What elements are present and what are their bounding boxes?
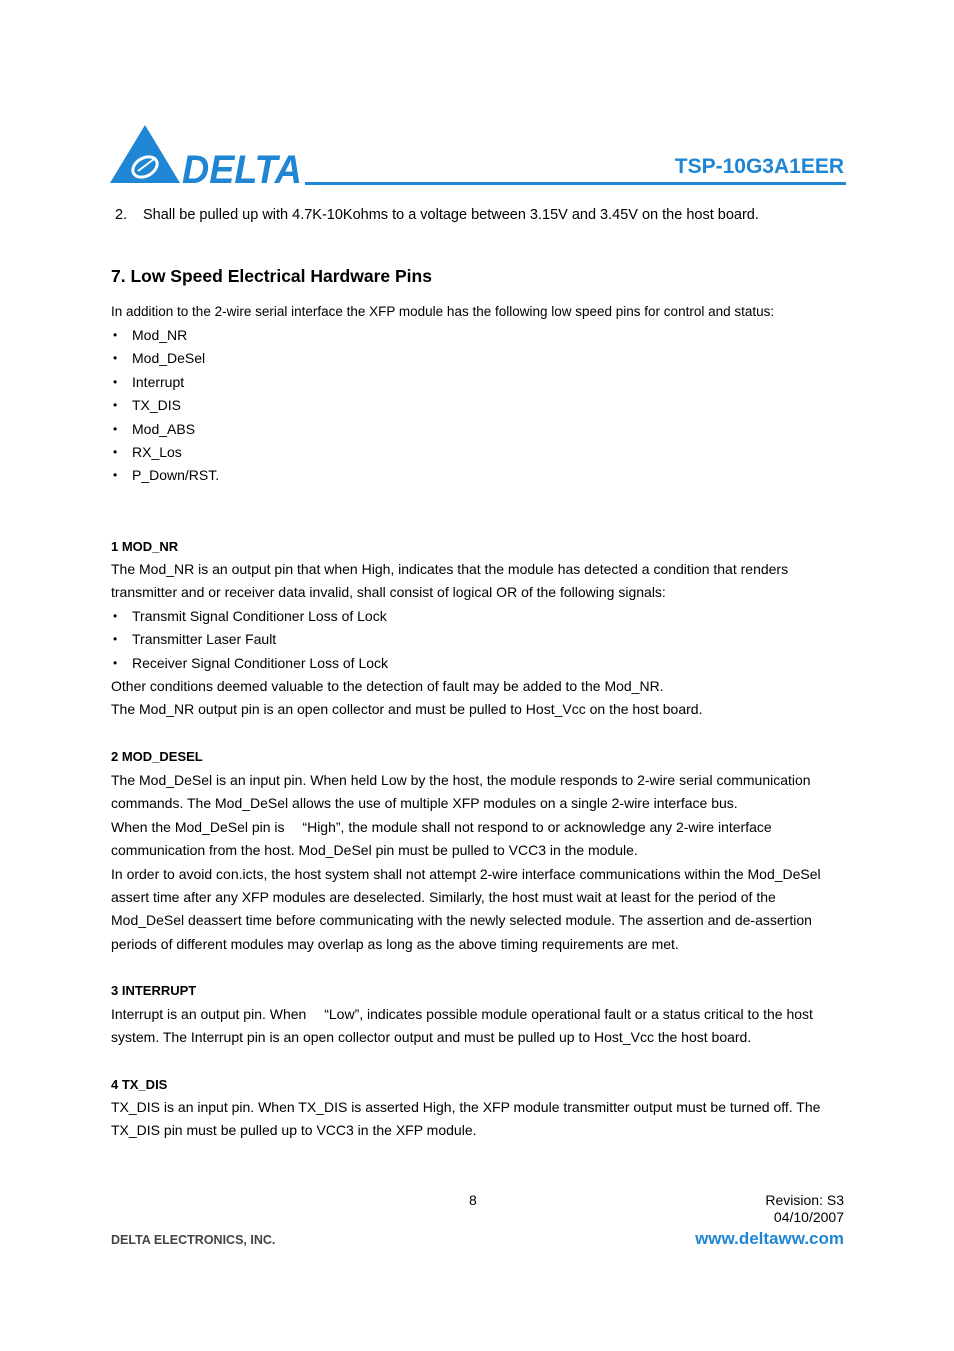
paragraph: Interrupt is an output pin. When “Low”, indicates possible module operational fault or a status critical to the host system. The Interrupt pin is an open collector output and must be pulled up to Host_Vcc the host board.	[111, 1006, 813, 1046]
section-intro: In addition to the 2-wire serial interface the XFP module has the following low speed pins for control and status:	[111, 304, 775, 319]
pin-list	[111, 324, 411, 488]
interrupt-body	[111, 1003, 841, 1050]
logo-wordmark: DELTA	[182, 148, 302, 185]
subsection-heading-tx-dis: 4 TX_DIS	[111, 1077, 168, 1092]
list-item: • TX_DIS	[113, 397, 182, 414]
paragraph: Other conditions deemed valuable to the detection of fault may be added to the Mod_NR.	[111, 678, 664, 695]
tx-dis-body	[111, 1096, 841, 1143]
list-item: • Interrupt	[113, 373, 185, 390]
paragraph: TX_DIS is an input pin. When TX_DIS is asserted High, the XFP module transmitter output must be turned off. The TX_DIS pin must be pulled up to VCC3 in the XFP module.	[111, 1099, 821, 1139]
paragraph: The Mod_NR is an output pin that when High, indicates that the module has detected a condition that renders transmitter and or receiver data invalid, shall consist of logical OR of the following signals:	[111, 561, 789, 601]
footnote-text: Shall be pulled up with 4.7K-10Kohms to a voltage between 3.15V and 3.45V on the host board.	[143, 207, 759, 223]
revision-date: 04/10/2007	[773, 1209, 844, 1225]
website-link[interactable]: www.deltaww.com	[695, 1229, 844, 1248]
subsection-heading-mod-nr: 1 MOD_NR	[111, 539, 179, 554]
company-name: DELTA ELECTRONICS, INC.	[111, 1233, 276, 1247]
paragraph: When the Mod_DeSel pin is “High”, the module shall not respond to or acknowledge any 2-wire interface communication from the host. Mod_DeSel pin must be pulled to VCC3 in the module.	[111, 818, 772, 859]
paragraph: The Mod_DeSel is an input pin. When held Low by the host, the module responds to 2-wire serial communication commands. The Mod_DeSel allows the use of multiple XFP modules on a single 2-wire interface bus.	[111, 772, 811, 812]
mod-nr-body	[111, 558, 841, 722]
paragraph: The Mod_NR output pin is an open collector and must be pulled to Host_Vcc on the host board.	[111, 701, 703, 718]
header-rule	[305, 182, 846, 185]
paragraph: In order to avoid con.icts, the host system shall not attempt 2-wire interface communications within the Mod_DeSel assert time after any XFP modules are deselected. Similarly, the host must wait at least for the period of the Mod_DeSel deassert time before communicating with the newly selected module. The assertion and de-assertion periods of different modules may overlap as long as the above timing requirements are met.	[111, 865, 821, 952]
signal-list	[111, 605, 841, 675]
mod-desel-body	[111, 769, 841, 956]
list-item: • Transmit Signal Conditioner Loss of Lock	[113, 607, 387, 624]
page-number: 8	[469, 1192, 477, 1208]
footnote-number: 2.	[115, 207, 128, 223]
delta-logo	[110, 123, 305, 185]
list-item: • Receiver Signal Conditioner Loss of Lock	[113, 654, 389, 671]
revision-label: Revision: S3	[765, 1192, 844, 1208]
list-item: • Mod_NR	[113, 327, 188, 343]
list-item: • Mod_ABS	[113, 420, 196, 437]
list-item: • Mod_DeSel	[113, 350, 206, 367]
subsection-heading-interrupt: 3 INTERRUPT	[111, 983, 197, 998]
document-id: TSP-10G3A1EER	[674, 155, 844, 178]
list-item: • P_Down/RST.	[113, 467, 220, 484]
list-item: • RX_Los	[113, 444, 182, 461]
revision-block	[765, 1192, 844, 1226]
list-item: • Transmitter Laser Fault	[113, 631, 277, 648]
logo-triangle-icon	[110, 125, 180, 183]
section-title: 7. Low Speed Electrical Hardware Pins	[111, 266, 432, 286]
subsection-heading-mod-desel: 2 MOD_DESEL	[111, 749, 203, 764]
